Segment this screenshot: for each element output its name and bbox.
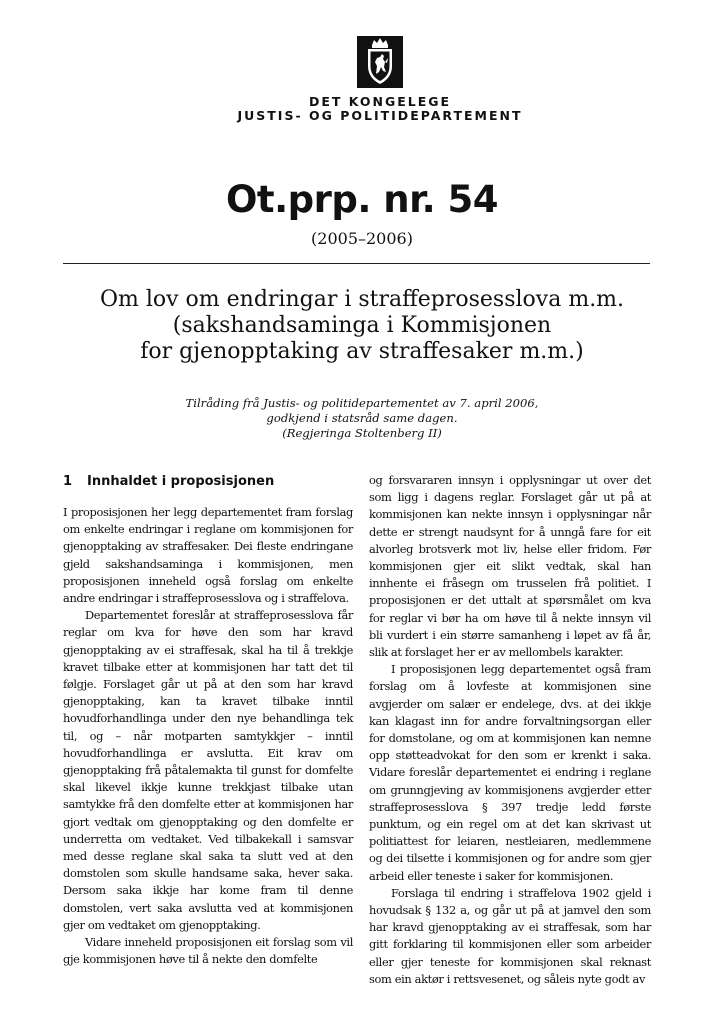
title-divider — [63, 263, 650, 264]
session-years: (2005–2006) — [311, 229, 413, 248]
recommendation-line: Tilråding frå Justis- og politidepartementet av 7. april 2006, — [185, 396, 539, 410]
body-paragraph: Departementet foreslår at straffeprosesslova får reglar om kva for høve den som har kravd gjenopptaking av ei straffesak, skal ha til å trekkje kravet tilbake etter at kommisjonen har tatt det til følgje. Forslaget går ut på at den som har kravd gjenopptaking, kan ta kravet tilbake inntil hovudforhandlinga under den nye behandlinga tek til, og – når motparten samtykkjer – inntil hovudforhandlinga er avslutta. Eit krav om gjenopptaking frå påtalemakta til gunst for domfelte skal likevel ikkje kunne trekkjast tilbake utan samtykke frå den domfelte etter at kommisjonen har gjort vedtak om gjenopptaking og den domfelte er underretta om vedtaket. Ved tilbakekall i samsvar med desse reglane skal saka ta slutt ved at den domstolen som skulle handsame saka, hever saka. Dersom saka ikkje har kome fram til denne domstolen, vert saka avslutta ved at kommisjonen gjer om vedtaket om gjenopptaking. — [63, 608, 353, 932]
body-paragraph: I proposisjonen legg departementet også fram forslag om å lovfeste at kommisjonen sine avgjerder om salær er endelege, dvs. at dei ikkje kan klagast inn for andre forvaltningsorgan eller for domstolane, og om at kommisjonen kan nemne opp støtteadvokat for den som er krenkt i saka. Vidare foreslår departementet ei endring i reglane om grunngjeving av kommisjonens avgjerder etter straffeprosesslova § 397 tredje ledd første punktum, og ein regel om at det kan skrivast ut politiattest for leiaren, nestleiaren, medlemmene og dei tilsette i kommisjonen og for andre som gjer arbeid eller teneste i saker for kommisjonen. — [369, 662, 651, 883]
recommendation-note — [0, 396, 724, 441]
body-paragraph: Forslaga til endring i straffelova 1902 gjeld i hovudsak § 132 a, og går ut på at jamvel den som har kravd gjenopptaking av ei straffesak, som har gitt forklaring til kommisjonen eller som arbeider eller gjer teneste for kommisjonen skal reknast som ein aktør i rettsvesenet, og såleis nyte godt av — [369, 885, 651, 986]
section-title: Innhaldet i proposisjonen — [87, 474, 275, 489]
title-line: Om lov om endringar i straffeprosesslova m.m. — [99, 287, 625, 312]
document-number: Ot.prp. nr. 54 — [225, 178, 499, 221]
body-paragraph: I proposisjonen her legg departementet fram forslag om enkelte endringar i reglane om kommisjonen for gjenopptaking av straffesaker. Dei fleste endringane gjeld sakshandsaminga i kommisjonen, men proposisjonen inneheld også forslag om enkelte andre endringar i straffeprosesslova og i straffelova. — [63, 505, 353, 606]
title-line: (sakshandsaminga i Kommisjonen — [172, 313, 552, 338]
ministry-name-line2: JUSTIS- OG POLITIDEPARTEMENT — [237, 108, 523, 123]
body-paragraph: og forsvararen innsyn i opplysningar ut over det som ligg i dagens reglar. Forslaget går ut på at kommisjonen kan nekte innsyn i opplysningar når dette er strengt naudsynt for å unngå fare for eit alvorleg brotsverk mot liv, helse eller fridom. Før kommisjonen gjer eit slikt vedtak, skal han innhente ei fråsegn om trusselen frå politiet. I proposisjonen er det uttalt at spørsmålet om kva for reglar vi bør ha om høve til å nekte innsyn vil bli vurdert i ein større samanheng i løpet av få år, slik at forslaget her er av mellombels karakter. — [369, 473, 651, 660]
section-number: 1 — [63, 474, 73, 489]
title-line: for gjenopptaking av straffesaker m.m.) — [140, 339, 584, 364]
recommendation-line: (Regjeringa Stoltenberg II) — [282, 426, 442, 440]
ministry-name-line1: DET KONGELEGE — [308, 94, 452, 109]
body-paragraph: Vidare inneheld proposisjonen eit forslag som vil gje kommisjonen høve til å nekte den domfelte — [63, 935, 353, 967]
body-column-right — [369, 472, 651, 988]
body-column-left — [63, 504, 353, 968]
royal-coat-of-arms-icon — [357, 36, 403, 88]
recommendation-line: godkjend i statsråd same dagen. — [266, 411, 458, 425]
document-title — [60, 287, 664, 365]
section-heading — [63, 474, 353, 489]
